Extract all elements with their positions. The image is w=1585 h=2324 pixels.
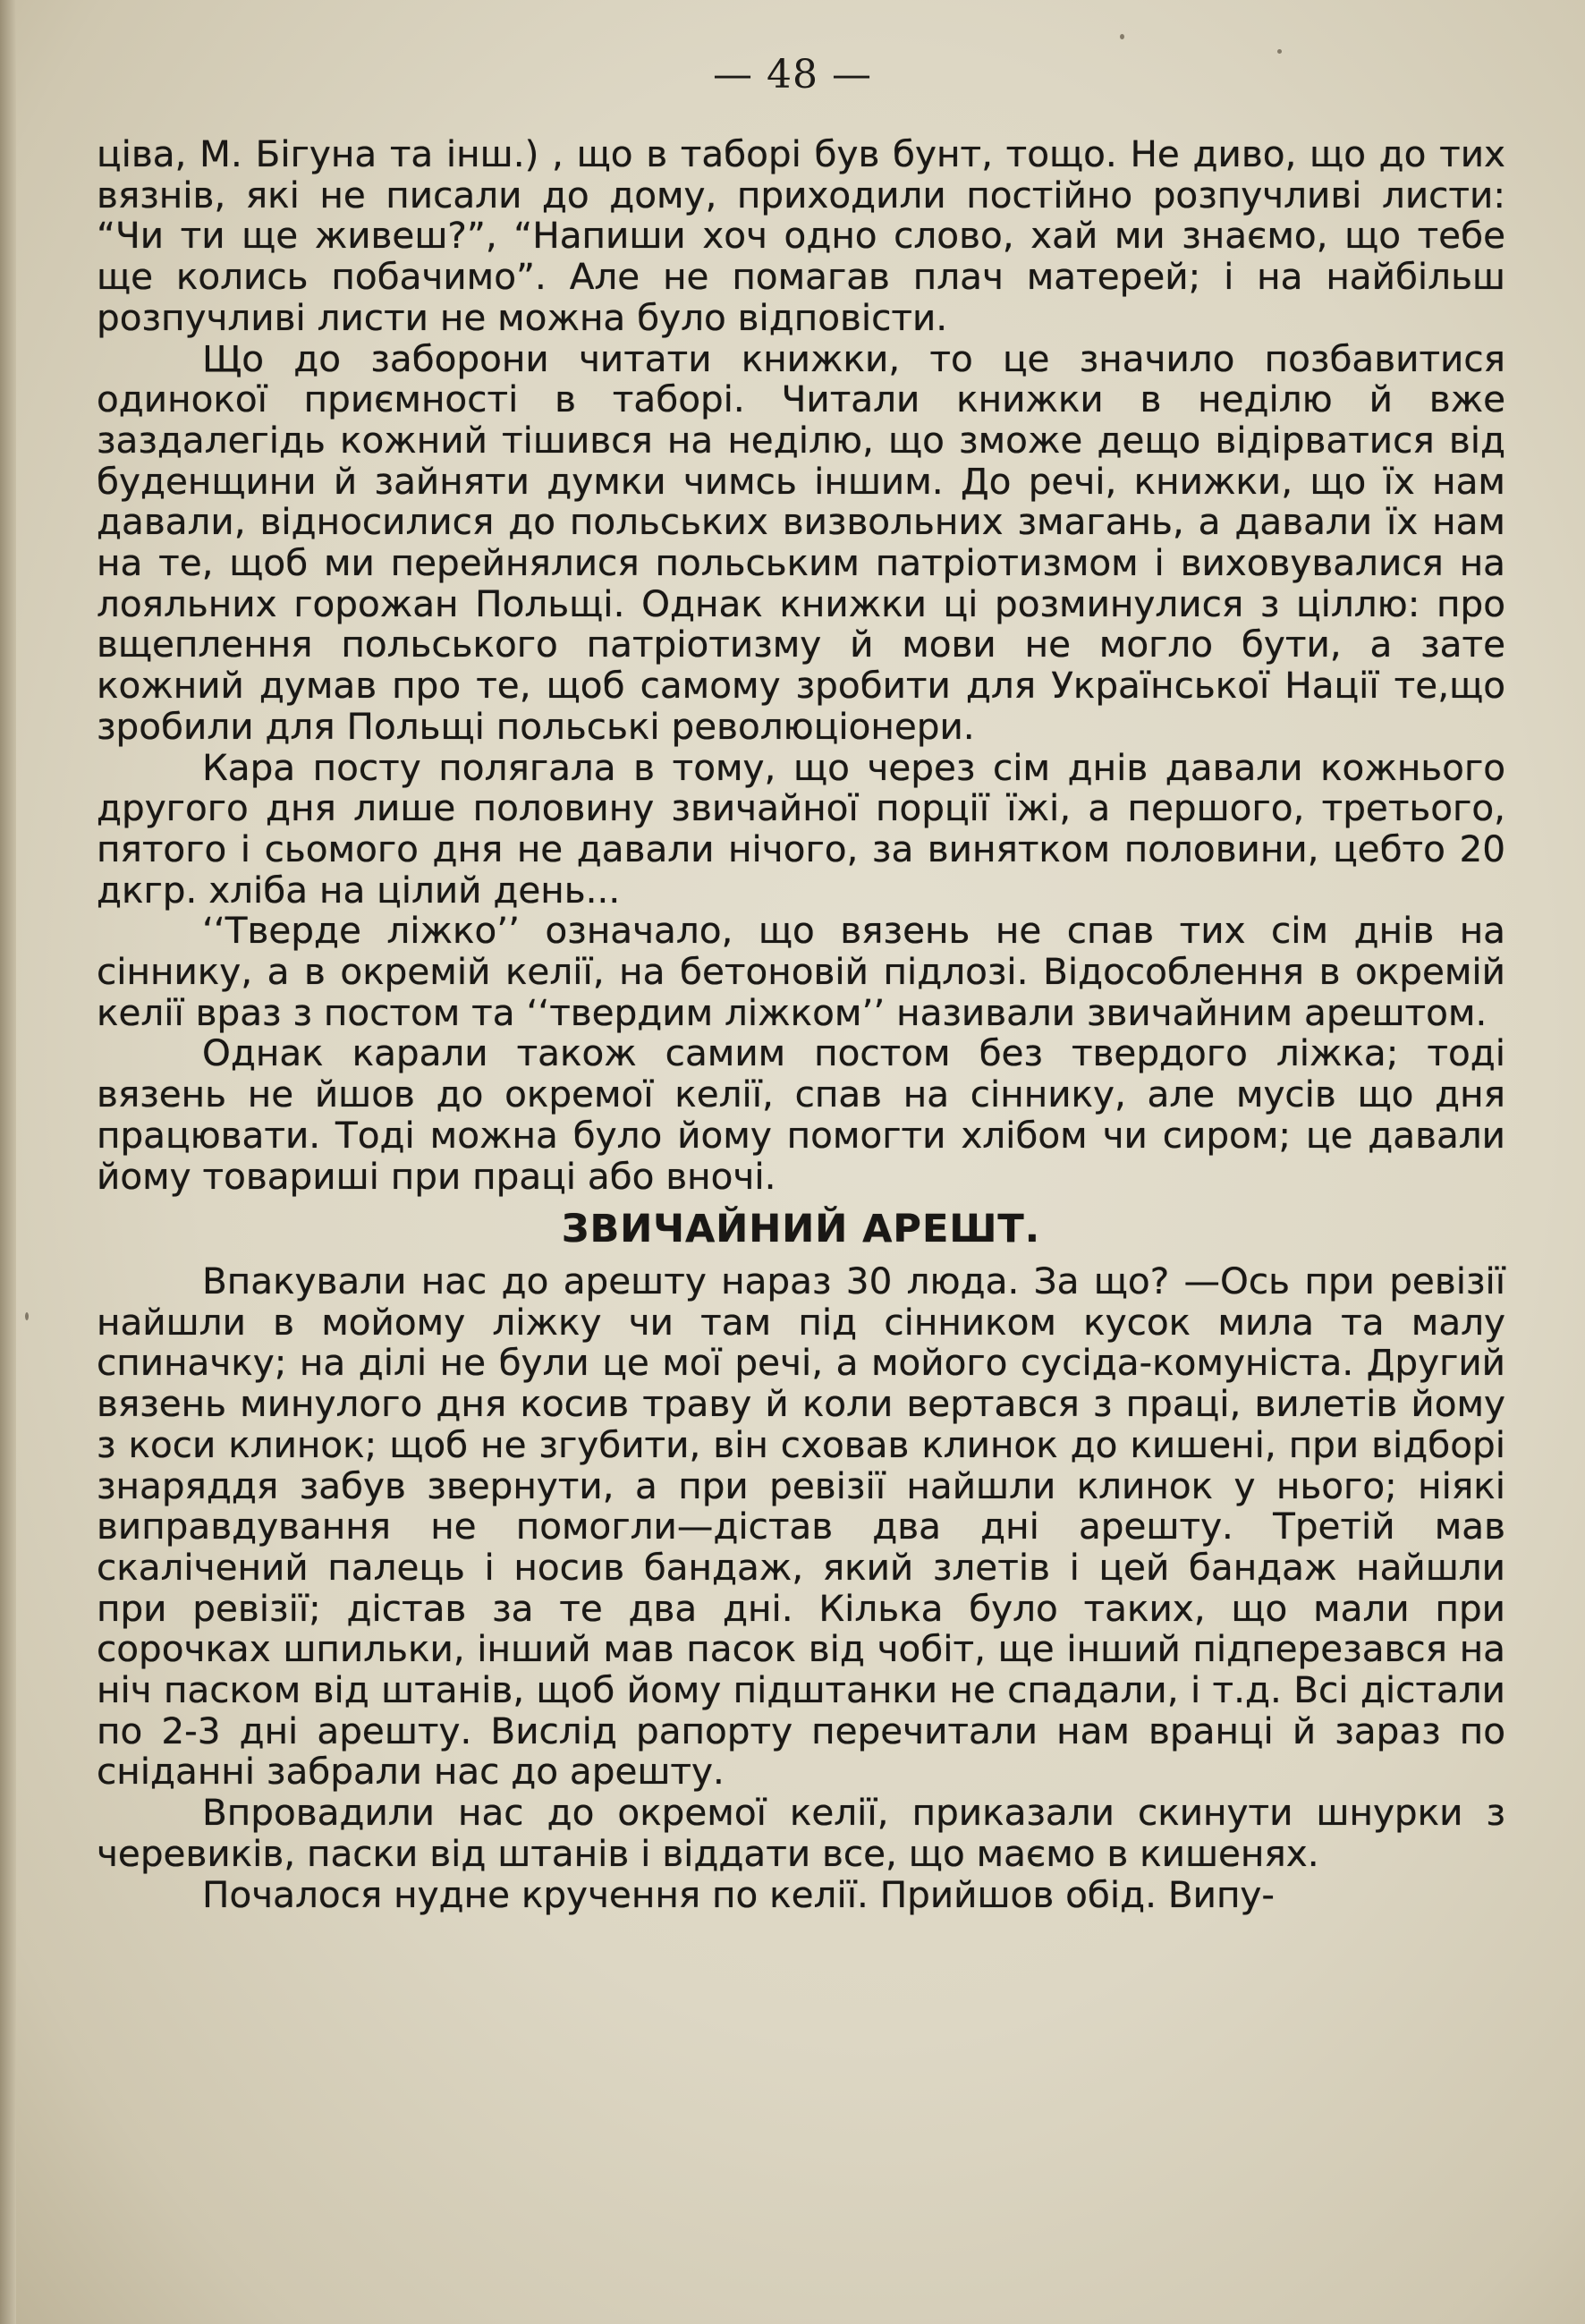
- section-heading: ЗВИЧАЙНИЙ АРЕШТ.: [561, 1207, 1041, 1252]
- paragraph-fasting-only: Однак карали також самим постом без твердого ліжка; тоді вязень не йшов до окремої келії, спав на сіннику, але мусів що дня працювати. Тоді можна було йому помогти хлібом чи сиром; це давали йому товариші при праці або вночі.: [97, 1031, 1505, 1198]
- paragraph-cell-boredom: Почалося нудне кручення по келії. Прийшов обід. Випу-: [202, 1872, 1276, 1916]
- ink-speck: [25, 1312, 29, 1320]
- paragraph-hard-bed: ‘‘Тверде ліжко’’ означало, що вязень не спав тих сім днів на сіннику, а в окремій келії, на бетоновій підлозі. Відособлення в окремій келії враз з постом та ‘‘твердим ліжком’’ називали звичайним арештом.: [97, 909, 1505, 1034]
- paragraph-fasting-punishment: Кара посту полягала в тому, що через сім днів давали кожнього другого дня лише половину звичайної порції їжі, а першого, третього, пятого і сьомого дня не давали нічого, за винятком половини, цебто 20 дкгр. хліба на цілий день...: [97, 745, 1505, 912]
- body-text: [97, 134, 1505, 1915]
- page-edge: [0, 0, 16, 2324]
- paragraph-arrest-reasons: Впакували нас до арешту нараз 30 люда. За що? —Ось при ревізії найшли в мойому ліжку чи там під сінником кусок мила та малу спиначку; на ділі не були це мої речі, а мойого сусіда-комуніста. Другий вязень минулого дня косив траву й коли вертався з праці, вилетів йому з коси клинок; щоб не згубити, він сховав клинок до кишені, при відборі знаряддя забув звернути, а при ревізії найшли клинок у нього; ніякі виправдування не помогли—дістав два дні арешту. Третій мав скалічений палець і носив бандаж, який злетів і цей бандаж найшли при ревізії; дістав за те два дні. Кілька було таких, що мали при сорочках шпильки, інший мав пасок від чобіт, ще інший підперезався на ніч паском від штанів, щоб йому підштанки не спадали, і т.д. Всі дістали по 2-3 дні арешту. Вислід рапорту перечитали нам вранці й зараз по сніданні забрали нас до арешту.: [97, 1259, 1505, 1794]
- page-number: — 48 —: [713, 52, 872, 98]
- ink-speck: [1120, 34, 1124, 39]
- paragraph-continuation: ціва, М. Бігуна та інш.) , що в таборі був бунт, тощо. Не диво, що до тих вязнів, які не писали до дому, приходили постійно розпучливі листи: “Чи ти ще живеш?”, “Напиши хоч одно слово, хай ми знаємо, що тебе ще колись побачимо”. Але не помагав плач матерей; і на найбільш розпучливі листи не можна було відповісти.: [97, 132, 1505, 339]
- paragraph-cell-entry: Впровадили нас до окремої келії, приказали скинути шнурки з черевиків, паски від штанів і віддати все, що маємо в кишенях.: [97, 1791, 1505, 1875]
- paragraph-book-ban: Що до заборони читати книжки, то це значило позбавитися одинокої приємності в таборі. Читали книжки в неділю й вже заздалегідь кожний тішився на неділю, що зможе дещо відірватися від буденщини й зайняти думки чимсь іншим. До речі, книжки, що їх нам давали, відносилися до польських визвольних змагань, а давали їх нам на те, щоб ми перейнялися польським патріотизмом і виховувалися на лояльних горожан Польщі. Однак книжки ці розминулися з ціллю: про вщеплення польського патріотизму й мови не могло бути, а зате кожний думав про те, щоб самому зробити для Української Нації те,що зробили для Польщі польські революціонери.: [97, 336, 1505, 748]
